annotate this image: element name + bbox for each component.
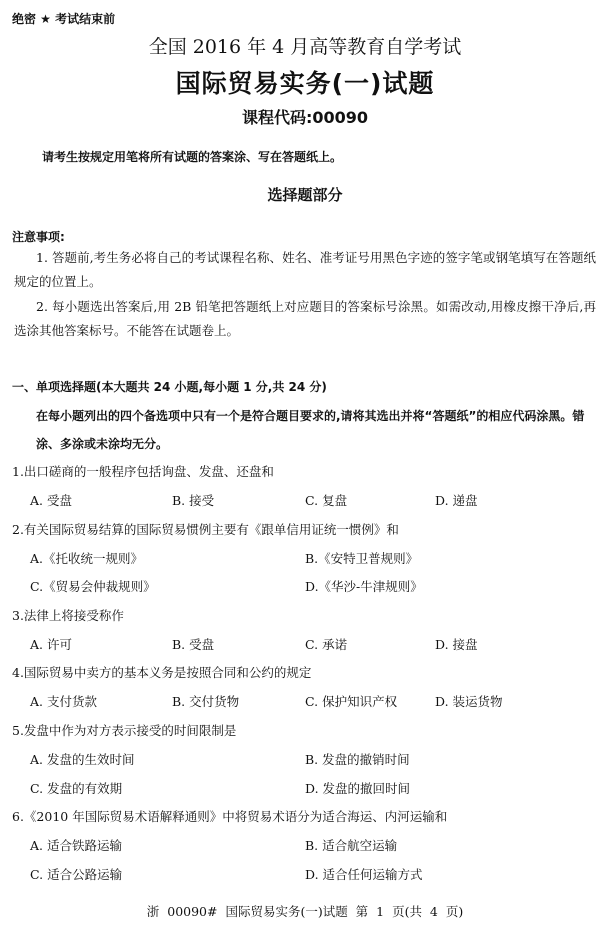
question-option: B. 交付货物 [172,694,240,709]
question-option: B. 受盘 [172,637,215,652]
question-option: D. 装运货物 [435,694,503,709]
question-stem: 2.有关国际贸易结算的国际贸易惯例主要有《跟单信用证统一惯例》和 [12,522,399,537]
question-option: B. 发盘的撤销时间 [305,752,410,767]
question-option: C. 承诺 [305,637,348,652]
page-footer: 浙 00090# 国际贸易实务(一)试题 第 1 页(共 4 页) [146,904,464,919]
note-item: 1. 答题前,考生务必将自己的考试课程名称、姓名、准考证号用黑色字迹的签字笔或钢笔填写在答题纸规定的位置上。 [14,250,596,289]
part-heading: 一、单项选择题(本大题共 24 小题,每小题 1 分,共 24 分) [12,380,327,394]
question-option: D. 发盘的撤回时间 [305,781,411,796]
question-option: A. 许可 [30,637,72,652]
question-stem: 3.法律上将接受称作 [12,608,124,623]
question-option: A. 发盘的生效时间 [30,752,135,767]
question-option: C. 保护知识产权 [305,694,398,709]
question-option: C. 复盘 [305,493,348,508]
exam-name: 全国 2016 年 4 月高等教育自学考试 [148,36,462,58]
question-option: D. 适合任何运输方式 [305,867,423,882]
question-option: D. 接盘 [435,637,478,652]
notes-heading: 注意事项: [12,230,65,244]
question-option: B. 接受 [172,493,215,508]
question-option: A. 适合铁路运输 [30,838,122,853]
answer-instruction: 请考生按规定用笔将所有试题的答案涂、写在答题纸上。 [42,150,343,164]
question-option: D.《华沙-牛津规则》 [305,579,423,594]
question-stem: 1.出口磋商的一般程序包括询盘、发盘、还盘和 [12,464,274,479]
section-title: 选择题部分 [267,186,343,204]
question-option: C. 适合公路运输 [30,867,123,882]
question-option: C.《贸易会仲裁规则》 [30,579,156,594]
question-option: D. 递盘 [435,493,478,508]
question-option: A. 支付货款 [30,694,97,709]
question-stem: 6.《2010 年国际贸易术语解释通则》中将贸易术语分为适合海运、内河运输和 [12,809,448,824]
part-description: 在每小题列出的四个备选项中只有一个是符合题目要求的,请将其选出并将“答题纸”的相应代码涂黑。错涂、多涂或未涂均无分。 [36,409,585,451]
page-title: 国际贸易实务(一)试题 [175,69,435,98]
question-stem: 5.发盘中作为对方表示接受的时间限制是 [12,723,237,738]
secret-label: 绝密 ★ 考试结束前 [12,12,116,26]
course-code: 课程代码:00090 [241,108,369,127]
question-option: B.《安特卫普规则》 [305,551,419,566]
question-option: A. 受盘 [30,493,72,508]
question-option: A.《托收统一规则》 [30,551,144,566]
note-item: 2. 每小题选出答案后,用 2B 铅笔把答题纸上对应题目的答案标号涂黑。如需改动,用橡皮擦干净后,再选涂其他答案标号。不能答在试题卷上。 [14,299,596,338]
question-stem: 4.国际贸易中卖方的基本义务是按照合同和公约的规定 [12,665,312,680]
question-option: B. 适合航空运输 [305,838,398,853]
question-option: C. 发盘的有效期 [30,781,123,796]
